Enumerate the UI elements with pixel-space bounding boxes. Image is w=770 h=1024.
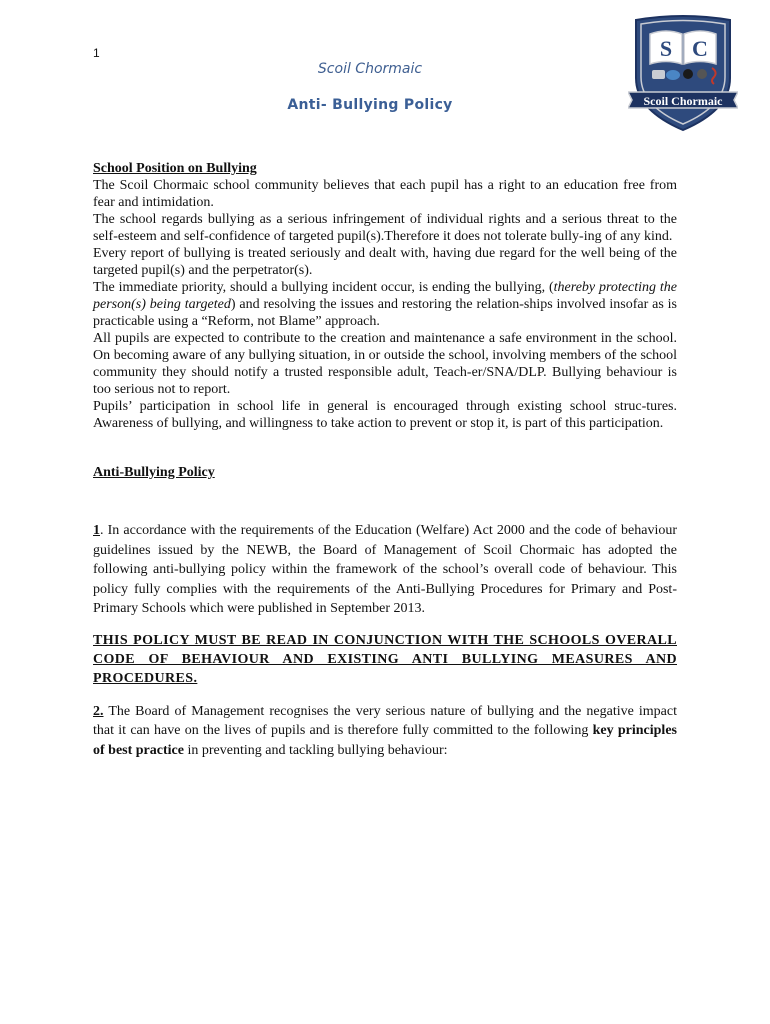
logo-letter-c: C [692, 36, 708, 61]
emblem-book-icon [652, 70, 665, 79]
paragraph-pupils-participation: Pupils’ participation in school life in general is encouraged through existing school struc-tures. Awareness of bullying, and willingness to take action to prevent or stop it, is part of this participation. [93, 399, 677, 431]
document-body [93, 160, 677, 760]
immediate-priority-italic: thereby protecting the person(s) being targeted [93, 280, 677, 312]
numbered-item-2 [93, 702, 677, 761]
school-crest-logo [628, 14, 738, 132]
immediate-priority-text-a: The immediate priority, should a bullying incident occur, is ending the bullying, ( [93, 280, 554, 295]
item-2-bold-principles: key principles of best practice [93, 723, 677, 758]
paragraph-pupils-contribute: All pupils are expected to contribute to the creation and maintenance a safe environment in the school. On becoming aware of any bullying situation, in or outside the school, involving members of the school community they should notify a trusted responsible adult, Teach-er/SNA/DLP. Bullying behaviour is too serious not to report. [93, 331, 677, 397]
section-heading-school-position: School Position on Bullying [93, 161, 257, 176]
emblem-globe-icon [697, 69, 707, 79]
paragraph-right-to-education: The Scoil Chormaic school community believes that each pupil has a right to an education free from fear and intimidation. [93, 178, 677, 210]
policy-title: Anti- Bullying Policy [287, 97, 453, 113]
logo-letter-s: S [659, 36, 673, 61]
item-2-text: The Board of Management recognises the very serious nature of bullying and the negative impact that it can have on the lives of pupils and is therefore fully committed to the following [93, 703, 677, 738]
logo-banner-text: Scoil Chormaic [643, 94, 723, 108]
item-1-number: 1 [93, 523, 100, 538]
paragraph-serious-infringement: The school regards bullying as a serious infringement of individual rights and a serious threat to the self-esteem and self-confidence of targeted pupil(s).Therefore it does not tolerate bully-ing of any kind. [93, 212, 677, 244]
section-heading-anti-bullying-policy: Anti-Bullying Policy [93, 465, 215, 480]
policy-notice: THIS POLICY MUST BE READ IN CONJUNCTION WITH THE SCHOOLS OVERALL CODE OF BEHAVIOUR AND EXISTING ANTI BULLYING MEASURES AND PROCEDURES. [93, 632, 677, 686]
item-2-number: 2. [93, 703, 104, 719]
numbered-item-1 [93, 521, 677, 619]
immediate-priority-text-b: ) and resolving the issues and restoring the relation-ships involved insofar as is practicable using a “Reform, not Blame” approach. [93, 297, 677, 329]
emblem-sphere-icon [683, 69, 693, 79]
emblem-ball-icon [666, 70, 680, 80]
paragraph-report-treated-seriously: Every report of bullying is treated seriously and dealt with, having due regard for the well being of the targeted pupil(s) and the perpetrator(s). [93, 246, 677, 278]
page-number: 1 [93, 46, 100, 60]
item-1-text: . In accordance with the requirements of the Education (Welfare) Act 2000 and the code of behaviour guidelines issued by the NEWB, the Board of Management of Scoil Chormaic has adopted the following anti-bullying policy within the framework of the school’s overall code of behaviour. This policy fully complies with the requirements of the Anti-Bullying Procedures for Primary and Post-Primary Schools which were published in September 2013. [93, 523, 677, 616]
item-2-text-end: in preventing and tackling bullying behaviour: [183, 742, 448, 758]
paragraph-immediate-priority [93, 279, 677, 330]
school-name-header: Scoil Chormaic [317, 61, 423, 77]
